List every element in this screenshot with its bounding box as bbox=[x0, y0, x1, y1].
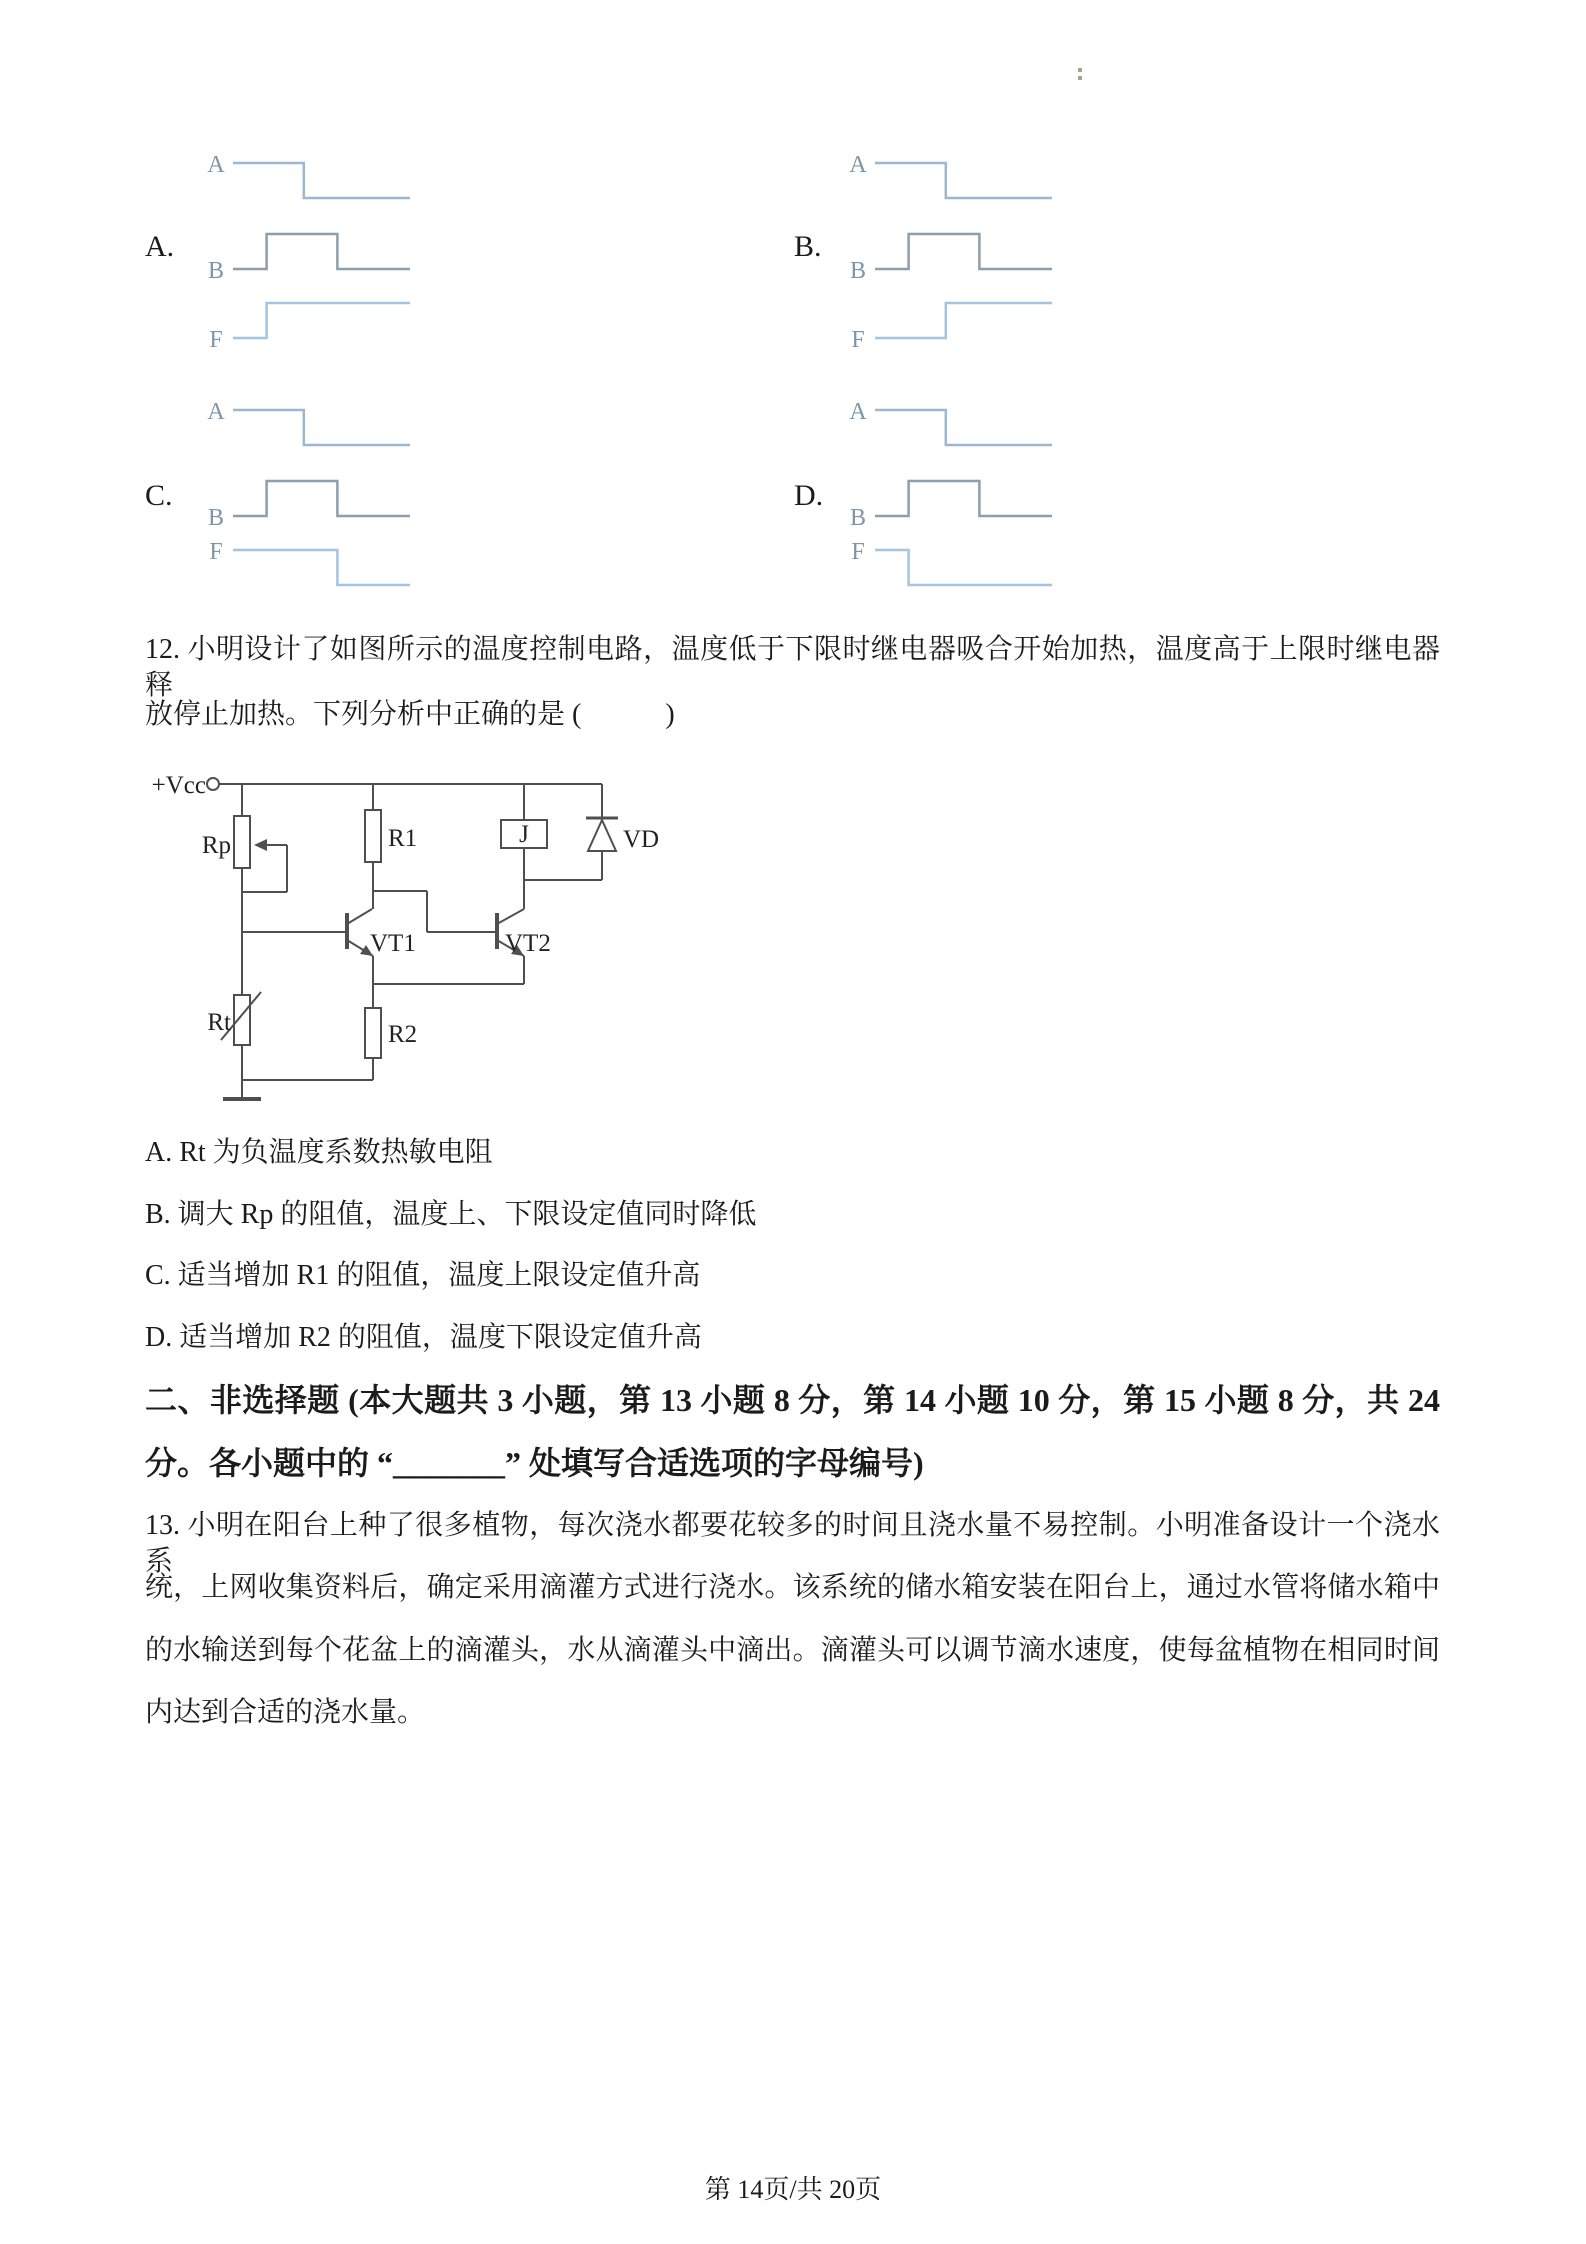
signal-trace-f bbox=[875, 303, 1052, 338]
signal-trace-b bbox=[875, 234, 1052, 269]
signal-label-f: F bbox=[851, 327, 865, 353]
question12-choice-b: B. 调大 Rp 的阻值，温度上、下限设定值同时降低 bbox=[145, 1199, 757, 1230]
relay-label: J bbox=[519, 821, 529, 848]
waveform-diagram-option-b bbox=[782, 145, 1072, 357]
scan-artifact-dot bbox=[1078, 76, 1082, 80]
vcc-label: +Vcc bbox=[151, 772, 206, 799]
signal-trace-f bbox=[233, 550, 410, 585]
question12-choice-a: A. Rt 为负温度系数热敏电阻 bbox=[145, 1137, 493, 1168]
signal-trace-b bbox=[875, 481, 1052, 516]
potentiometer-rp-body bbox=[234, 816, 250, 868]
signal-label-a: A bbox=[849, 399, 867, 425]
r2-label: R2 bbox=[388, 1021, 418, 1048]
waveform-option-label-d: D. bbox=[794, 479, 824, 512]
signal-label-a: A bbox=[207, 399, 225, 425]
wiper-arrowhead bbox=[254, 839, 267, 851]
signal-trace-b bbox=[233, 481, 410, 516]
diode-label: VD bbox=[623, 826, 660, 853]
question13-text-line4: 内达到合适的浇水量。 bbox=[145, 1697, 426, 1728]
signal-label-f: F bbox=[209, 327, 223, 353]
waveform-option-label-b: B. bbox=[794, 230, 822, 263]
resistor-r1-body bbox=[365, 810, 381, 862]
signal-trace-f bbox=[233, 303, 410, 338]
signal-trace-a bbox=[233, 163, 410, 198]
temperature-control-circuit-diagram bbox=[120, 758, 670, 1113]
signal-trace-a bbox=[875, 410, 1052, 445]
section2-heading-line2: 分。各小题中的 “_______” 处填写合适选项的字母编号) bbox=[145, 1445, 924, 1481]
scan-artifact-dot bbox=[1078, 68, 1082, 72]
vcc-terminal bbox=[207, 778, 219, 790]
waveform-diagram-option-c bbox=[140, 392, 430, 604]
question12-text-line1: 12. 小明设计了如图所示的温度控制电路，温度低于下限时继电器吸合开始加热，温度高于上限时继电器释 bbox=[145, 634, 1440, 701]
signal-label-b: B bbox=[207, 505, 225, 531]
r1-label: R1 bbox=[388, 825, 418, 852]
vt1-label: VT1 bbox=[370, 930, 416, 957]
section2-heading-line1: 二、非选择题 (本大题共 3 小题，第 13 小题 8 分，第 14 小题 10 分，第 15 小题 8 分，共 24 bbox=[145, 1382, 1440, 1418]
signal-label-b: B bbox=[849, 258, 867, 284]
rt-label: Rt bbox=[207, 1009, 231, 1036]
diode-triangle bbox=[588, 820, 616, 851]
page-number: 第 14页/共 20页 bbox=[704, 2175, 882, 2204]
signal-label-f: F bbox=[851, 539, 865, 565]
question12-choice-c: C. 适当增加 R1 的阻值，温度上限设定值升高 bbox=[145, 1260, 701, 1291]
rp-label: Rp bbox=[201, 832, 231, 859]
signal-label-a: A bbox=[849, 152, 867, 178]
signal-trace-a bbox=[233, 410, 410, 445]
waveform-diagram-option-a bbox=[140, 145, 430, 357]
signal-label-a: A bbox=[207, 152, 225, 178]
question13-text-line1: 13. 小明在阳台上种了很多植物，每次浇水都要花较多的时间且浇水量不易控制。小明准备设计一个浇水系 bbox=[145, 1510, 1440, 1577]
waveform-option-label-a: A. bbox=[145, 230, 175, 263]
signal-label-b: B bbox=[207, 258, 225, 284]
question13-text-line2: 统，上网收集资料后，确定采用滴灌方式进行浇水。该系统的储水箱安装在阳台上，通过水管将储水箱中 bbox=[145, 1572, 1440, 1603]
signal-trace-f bbox=[875, 550, 1052, 585]
signal-trace-a bbox=[875, 163, 1052, 198]
waveform-diagram-option-d bbox=[782, 392, 1072, 604]
signal-trace-b bbox=[233, 234, 410, 269]
question13-text-line3: 的水输送到每个花盆上的滴灌头，水从滴灌头中滴出。滴灌头可以调节滴水速度，使每盆植物在相同时间 bbox=[145, 1635, 1440, 1666]
signal-label-b: B bbox=[849, 505, 867, 531]
waveform-option-label-c: C. bbox=[145, 479, 173, 512]
vt2-label: VT2 bbox=[505, 930, 551, 957]
question12-choice-d: D. 适当增加 R2 的阻值，温度下限设定值升高 bbox=[145, 1322, 702, 1353]
question12-text-line2: 放停止加热。下列分析中正确的是 ( ) bbox=[145, 699, 675, 730]
signal-label-f: F bbox=[209, 539, 223, 565]
resistor-r2-body bbox=[365, 1008, 381, 1058]
